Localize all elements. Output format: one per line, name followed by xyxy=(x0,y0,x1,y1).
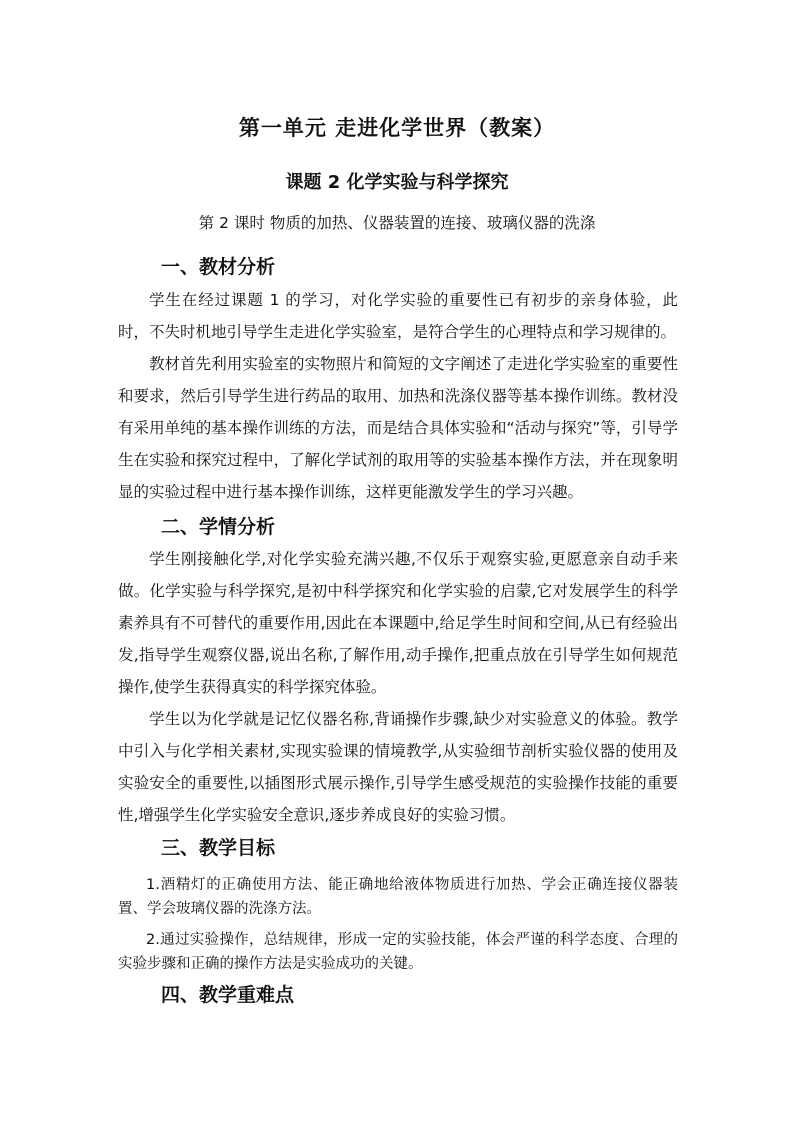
paragraph: 学生在经过课题 1 的学习，对化学实验的重要性已有初步的亲身体验，此时，不失时机地引导学生走进化学实验室，是符合学生的心理特点和学习规律的。 xyxy=(118,291,678,341)
section-heading-learner-analysis: 二、学情分析 xyxy=(161,516,276,538)
paragraph: 2.通过实验操作，总结规律，形成一定的实验技能，体会严谨的科学态度、合理的实验步骤和正确的操作方法是实验成功的关键。 xyxy=(118,932,678,972)
paragraph: 教材首先利用实验室的实物照片和简短的文字阐述了走进化学实验室的重要性和要求，然后引导学生进行药品的取用、加热和洗涤仪器等基本操作训练。教材没有采用单纯的基本操作训练的方法，而是结合具体实验和“活动与探究”等，引导学生在实验和探究过程中，了解化学试剂的取用等的实验基本操作方法，并在现象明显的实验过程中进行基本操作训练，这样更能激发学生的学习兴趣。 xyxy=(118,355,678,501)
section-heading-textbook-analysis: 一、教材分析 xyxy=(161,256,276,278)
section-heading-key-difficulties: 四、教学重难点 xyxy=(161,984,295,1006)
paragraph: 学生刚接触化学,对化学实验充满兴趣,不仅乐于观察实验,更愿意亲自动手来做。化学实验与科学探究,是初中科学探究和化学实验的启蒙,它对发展学生的科学素养具有不可替代的重要作用,因此在本课题中,给足学生时间和空间,从已有经验出发,指导学生观察仪器,说出名称,了解作用,动手操作,把重点放在引导学生如何规范操作,使学生获得真实的科学探究体验。 xyxy=(118,550,678,696)
document-title: 第一单元 走进化学世界（教案） xyxy=(238,116,556,140)
paragraph: 1.酒精灯的正确使用方法、能正确地给液体物质进行加热、学会正确连接仪器装置、学会玻璃仪器的洗涤方法。 xyxy=(118,877,678,917)
lesson-title: 第 2 课时 物质的加热、仪器装置的连接、玻璃仪器的洗涤 xyxy=(198,214,596,232)
document-subtitle: 课题 2 化学实验与科学探究 xyxy=(285,172,509,193)
section-heading-teaching-goals: 三、教学目标 xyxy=(161,837,276,859)
paragraph: 学生以为化学就是记忆仪器名称,背诵操作步骤,缺少对实验意义的体验。教学中引入与化学相关素材,实现实验课的情境教学,从实验细节剖析实验仪器的使用及实验安全的重要性,以插图形式展示操作,引导学生感受规范的实验操作技能的重要性,增强学生化学实验安全意识,逐步养成良好的实验习惯。 xyxy=(118,710,678,824)
